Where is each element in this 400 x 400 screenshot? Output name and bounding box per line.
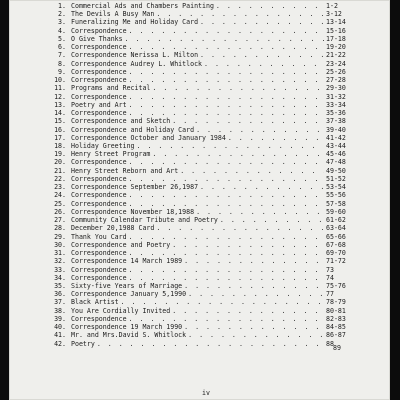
toc-entry-pages: 37-38 <box>326 117 346 126</box>
toc-entry-title: Poetry and Art <box>71 100 127 109</box>
toc-entry-title: Correspondence 14 March 1989 <box>71 257 183 266</box>
dot-leader <box>129 43 324 51</box>
toc-entry <box>52 175 352 183</box>
toc-entry-number: 8. <box>58 59 66 68</box>
toc-entry <box>52 101 352 109</box>
toc-entry-number: 31. <box>54 249 66 258</box>
toc-entry-title: Correspondence November 18,1988 <box>71 207 195 216</box>
toc-entry <box>52 298 352 306</box>
toc-entry-number: 5. <box>58 34 66 43</box>
toc-entry <box>52 134 352 142</box>
toc-entry-number: 18. <box>54 141 66 150</box>
dot-leader <box>172 241 324 249</box>
toc-entry-title: Correspondence <box>71 265 127 274</box>
toc-entry-number: 41. <box>54 331 66 340</box>
toc-entry-title: You Are Cordially Invited <box>71 306 171 315</box>
toc-entry-title: Correspondence <box>71 174 127 183</box>
toc-entry-title: Correspondence and Holiday Card <box>71 125 195 134</box>
toc-entry-number: 29. <box>54 232 66 241</box>
toc-entry-number: 24. <box>54 191 66 200</box>
toc-entry <box>52 27 352 35</box>
toc-entry-number: 39. <box>54 314 66 323</box>
toc-entry-number: 21. <box>54 166 66 175</box>
toc-entry-number: 20. <box>54 158 66 167</box>
toc-entry <box>52 18 352 26</box>
toc-entry <box>52 76 352 84</box>
toc-entry-number: 9. <box>58 67 66 76</box>
toc-entry-pages: 15-16 <box>326 26 346 35</box>
toc-entry-number: 38. <box>54 306 66 315</box>
toc-entry-pages: 23-24 <box>326 59 346 68</box>
toc-entry-number: 19. <box>54 150 66 159</box>
dot-leader <box>204 60 324 68</box>
toc-entry-title: Correspondence January 5,1990 <box>71 290 187 299</box>
toc-entry-pages: 88 <box>326 339 334 348</box>
dot-leader <box>180 167 324 175</box>
toc-entry-pages: 61-62 <box>326 216 346 225</box>
toc-entry-pages: 55-56 <box>326 191 346 200</box>
toc-entry-pages: 77 <box>326 290 334 299</box>
toc-entry-pages: 29-30 <box>326 84 346 93</box>
toc-entry-title: Sixty-five Years of Marriage <box>71 281 183 290</box>
toc-entry-title: O Give Thanks <box>71 34 123 43</box>
toc-entry-pages: 25-26 <box>326 67 346 76</box>
toc-entry-pages: 19-20 <box>326 43 346 52</box>
toc-entry-title: Correspondence October and January 1984 <box>71 133 226 142</box>
dot-leader <box>129 158 324 166</box>
toc-entry-pages: 33-34 <box>326 100 346 109</box>
toc-entry-title: The Devils A Busy Man <box>71 10 155 19</box>
dot-leader <box>129 109 324 117</box>
toc-entry-number: 36. <box>54 290 66 299</box>
toc-entry-pages: 35-36 <box>326 109 346 118</box>
dot-leader <box>220 216 324 224</box>
toc-entry-number: 1. <box>58 2 66 10</box>
dot-leader <box>129 315 324 323</box>
toc-entry <box>52 191 352 199</box>
toc-entry-title: Correspondence <box>71 273 127 282</box>
dot-leader <box>129 266 324 274</box>
dot-leader <box>196 126 324 134</box>
dot-leader <box>129 175 324 183</box>
toc-entry-title: Henry Street Program <box>71 150 151 159</box>
toc-entry <box>52 109 352 117</box>
toc-entry <box>52 233 352 241</box>
toc-entry-title: Correspondence September 26,1987 <box>71 183 199 192</box>
toc-entry <box>52 290 352 298</box>
toc-entry-title: Holiday Greeting <box>71 141 135 150</box>
toc-entry <box>52 93 352 101</box>
toc-entry-pages: 47-48 <box>326 158 346 167</box>
toc-entry-pages: 39-40 <box>326 125 346 134</box>
dot-leader <box>188 290 324 298</box>
toc-entry <box>52 266 352 274</box>
toc-entry <box>52 274 352 282</box>
dot-leader <box>200 183 324 191</box>
toc-entry-number: 17. <box>54 133 66 142</box>
toc-entry <box>52 43 352 51</box>
toc-entry <box>52 307 352 315</box>
toc-entry-pages: 59-60 <box>326 207 346 216</box>
toc-entry-title: Commercial Ads and Chambers Painting <box>71 2 214 10</box>
dot-leader <box>200 18 324 26</box>
toc-entry-pages: 63-64 <box>326 224 346 233</box>
toc-entry <box>52 200 352 208</box>
toc-entry <box>52 84 352 92</box>
toc-entry-title: Mr. and Mrs.David S. Whitlock <box>71 331 187 340</box>
toc-entry <box>52 340 352 348</box>
dot-leader <box>129 233 324 241</box>
dot-leader <box>152 84 324 92</box>
toc-entry-number: 2. <box>58 10 66 19</box>
page-number: iv <box>202 389 210 397</box>
dot-leader <box>129 249 324 257</box>
dot-leader <box>129 68 324 76</box>
toc-entry <box>52 183 352 191</box>
toc-entry <box>52 60 352 68</box>
toc-entry-pages: 65-66 <box>326 232 346 241</box>
toc-entry-number: 40. <box>54 323 66 332</box>
toc-entry-title: Correspondence 19 March 1990 <box>71 323 183 332</box>
dot-leader <box>156 10 324 18</box>
toc-entry-pages: 49-50 <box>326 166 346 175</box>
toc-entry <box>52 241 352 249</box>
toc-entry-number: 13. <box>54 100 66 109</box>
toc-entry <box>52 167 352 175</box>
toc-entry <box>52 282 352 290</box>
toc-entry-number: 12. <box>54 92 66 101</box>
toc-entry-title: Correspondence <box>71 43 127 52</box>
toc-entry-number: 10. <box>54 76 66 85</box>
dot-leader <box>228 134 324 142</box>
toc-entry-title: Thank You Card <box>71 232 127 241</box>
toc-entry-number: 6. <box>58 43 66 52</box>
toc-entry-title: Correspondence Audrey L. Whitlock <box>71 59 203 68</box>
toc-entry-number: 22. <box>54 174 66 183</box>
toc-entry <box>52 68 352 76</box>
toc-entry-number: 28. <box>54 224 66 233</box>
toc-entry-title: Correspondence <box>71 76 127 85</box>
dot-leader <box>184 323 324 331</box>
dot-leader <box>184 257 324 265</box>
toc-entry <box>52 323 352 331</box>
toc-entry-title: Correspondence <box>71 314 127 323</box>
toc-entry-title: Correspondence <box>71 191 127 200</box>
dot-leader <box>137 142 324 150</box>
toc-entry-pages: 71-72 <box>326 257 346 266</box>
toc-entry-title: Poetry <box>71 339 95 348</box>
dot-leader <box>97 340 324 348</box>
toc-entry-number: 26. <box>54 207 66 216</box>
toc-entry-number: 42. <box>54 339 66 348</box>
toc-extra-page: 89 <box>333 344 341 352</box>
table-of-contents <box>52 2 352 348</box>
dot-leader <box>121 298 324 306</box>
toc-entry <box>52 257 352 265</box>
dot-leader <box>129 76 324 84</box>
dot-leader <box>156 224 324 232</box>
toc-entry-number: 11. <box>54 84 66 93</box>
toc-entry-pages: 27-28 <box>326 76 346 85</box>
toc-entry-title: Programs and Recital <box>71 84 151 93</box>
toc-entry-title: Community Calendar Tribute and Poetry <box>71 216 218 225</box>
toc-entry-title: Correspondence Nerissa L. Milton <box>71 51 199 60</box>
toc-entry-pages: 21-22 <box>326 51 346 60</box>
toc-entry-pages: 45-46 <box>326 150 346 159</box>
toc-entry <box>52 331 352 339</box>
toc-entry-pages: 17-18 <box>326 34 346 43</box>
toc-entry-pages: 75-76 <box>326 281 346 290</box>
toc-entry-pages: 78-79 <box>326 298 346 307</box>
dot-leader <box>129 200 324 208</box>
toc-entry-number: 32. <box>54 257 66 266</box>
toc-entry-title: Correspondence and Poetry <box>71 240 171 249</box>
toc-entry-pages: 82-83 <box>326 314 346 323</box>
toc-entry-title: December 20,1988 Card <box>71 224 155 233</box>
toc-entry-pages: 43-44 <box>326 141 346 150</box>
dot-leader <box>172 117 324 125</box>
toc-entry-title: Correspondence <box>71 92 127 101</box>
toc-entry-pages: 41-42 <box>326 133 346 142</box>
toc-entry-number: 16. <box>54 125 66 134</box>
toc-entry <box>52 315 352 323</box>
toc-entry-pages: 73 <box>326 265 334 274</box>
toc-entry-title: Henry Street Reborn and Art <box>71 166 179 175</box>
toc-entry-pages: 57-58 <box>326 199 346 208</box>
toc-entry <box>52 158 352 166</box>
dot-leader <box>129 274 324 282</box>
toc-entry-number: 15. <box>54 117 66 126</box>
toc-entry-title: Correspondence <box>71 199 127 208</box>
dot-leader <box>216 2 324 10</box>
toc-entry-number: 34. <box>54 273 66 282</box>
toc-entry-title: Correspondence <box>71 67 127 76</box>
toc-entry-pages: 69-70 <box>326 249 346 258</box>
dot-leader <box>196 208 324 216</box>
toc-entry-title: Correspondence <box>71 109 127 118</box>
toc-entry-title: Correspondence <box>71 26 127 35</box>
dot-leader <box>172 307 324 315</box>
dot-leader <box>129 27 324 35</box>
dot-leader <box>188 331 324 339</box>
dot-leader <box>129 93 324 101</box>
toc-entry-pages: 51-52 <box>326 174 346 183</box>
toc-entry <box>52 2 352 10</box>
toc-entry <box>52 51 352 59</box>
toc-entry-number: 33. <box>54 265 66 274</box>
dot-leader <box>129 191 324 199</box>
toc-entry-number: 23. <box>54 183 66 192</box>
toc-entry-number: 7. <box>58 51 66 60</box>
document-page <box>9 0 390 400</box>
toc-entry-pages: 13-14 <box>326 18 346 27</box>
toc-entry-pages: 1-2 <box>326 2 338 10</box>
toc-entry-pages: 3-12 <box>326 10 342 19</box>
toc-entry <box>52 249 352 257</box>
toc-entry <box>52 216 352 224</box>
toc-entry <box>52 208 352 216</box>
toc-entry-number: 4. <box>58 26 66 35</box>
toc-entry <box>52 142 352 150</box>
toc-entry-pages: 31-32 <box>326 92 346 101</box>
dot-leader <box>152 150 324 158</box>
toc-entry-number: 14. <box>54 109 66 118</box>
toc-entry-title: Black Artist <box>71 298 119 307</box>
toc-entry-title: Funeralizing Me and Holiday Card <box>71 18 199 27</box>
toc-entry-number: 27. <box>54 216 66 225</box>
toc-entry-number: 30. <box>54 240 66 249</box>
toc-entry-pages: 53-54 <box>326 183 346 192</box>
toc-entry <box>52 35 352 43</box>
toc-entry <box>52 224 352 232</box>
dot-leader <box>125 35 324 43</box>
toc-entry-title: Correspondence <box>71 249 127 258</box>
toc-entry-pages: 67-68 <box>326 240 346 249</box>
toc-entry <box>52 126 352 134</box>
toc-entry-number: 35. <box>54 281 66 290</box>
dot-leader <box>129 101 324 109</box>
toc-entry-number: 25. <box>54 199 66 208</box>
toc-entry-number: 3. <box>58 18 66 27</box>
toc-entry-title: Correspondence and Sketch <box>71 117 171 126</box>
toc-entry <box>52 10 352 18</box>
toc-entry-pages: 80-81 <box>326 306 346 315</box>
dot-leader <box>184 282 324 290</box>
toc-entry-title: Correspondence <box>71 158 127 167</box>
toc-entry <box>52 150 352 158</box>
toc-entry-pages: 86-87 <box>326 331 346 340</box>
toc-entry-pages: 84-85 <box>326 323 346 332</box>
toc-entry-number: 37. <box>54 298 66 307</box>
toc-entry <box>52 117 352 125</box>
dot-leader <box>200 51 324 59</box>
toc-entry-pages: 74 <box>326 273 334 282</box>
